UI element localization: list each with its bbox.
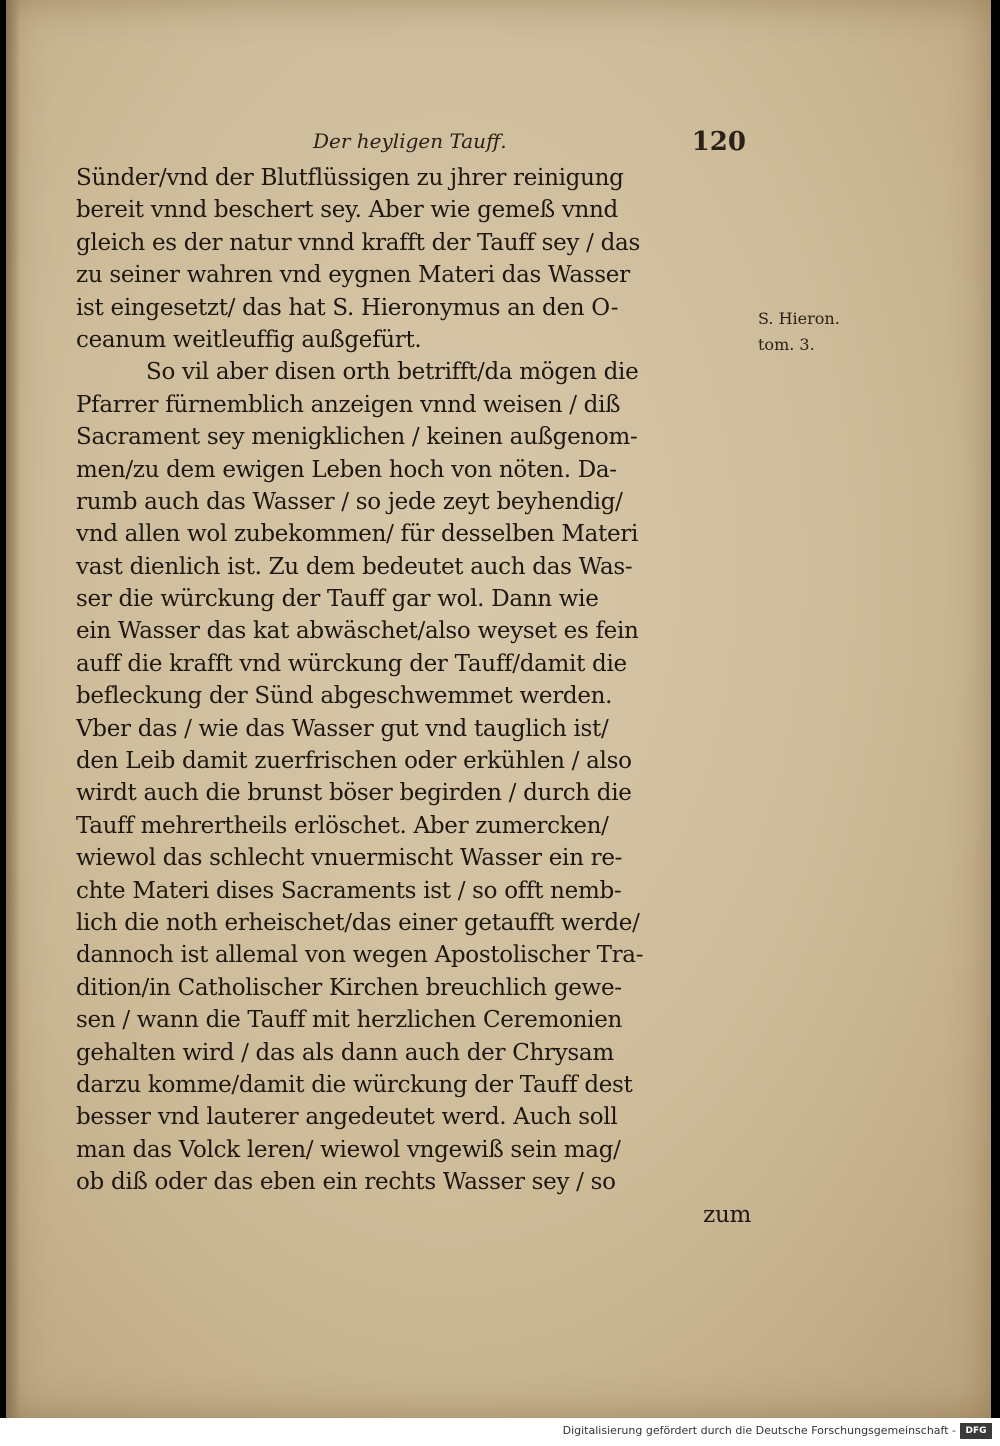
footer-bar	[0, 1418, 1000, 1446]
margin-note-line: S. Hieron.	[758, 309, 840, 328]
text-line: So vil aber disen orth betrifft/da mögen die	[146, 359, 639, 386]
text-line: auff die krafft vnd würckung der Tauff/damit die	[76, 650, 627, 677]
margin-note	[758, 306, 848, 358]
text-line: ist eingesetzt/ das hat S. Hieronymus an den O-	[76, 294, 619, 321]
body-text	[76, 162, 751, 1231]
text-line: Sacrament sey menigklichen / keinen außgenom-	[76, 424, 638, 451]
text-line: lich die noth erheischet/das einer getaufft werde/	[76, 909, 640, 936]
text-line: zu seiner wahren vnd eygnen Materi das Wasser	[76, 262, 630, 289]
text-line: ser die würckung der Tauff gar wol. Dann wie	[76, 586, 599, 613]
text-line: bereit vnnd beschert sey. Aber wie gemeß vnnd	[76, 197, 618, 224]
text-line: gleich es der natur vnnd krafft der Tauff sey / das	[76, 229, 640, 256]
text-line: man das Volck leren/ wiewol vngewiß sein mag/	[76, 1136, 621, 1163]
text-line: gehalten wird / das als dann auch der Chrysam	[76, 1039, 614, 1066]
text-line: Sünder/vnd der Blutflüssigen zu jhrer reinigung	[76, 165, 624, 191]
text-line: rumb auch das Wasser / so jede zeyt beyhendig/	[76, 488, 623, 515]
text-line: wiewol das schlecht vnuermischt Wasser ein re-	[76, 845, 623, 872]
page-header	[301, 127, 746, 163]
scanned-page	[6, 0, 991, 1418]
margin-note-line: tom. 3.	[758, 335, 815, 354]
text-line: befleckung der Sünd abgeschwemmet werden.	[76, 683, 613, 710]
text-line: den Leib damit zuerfrischen oder erkühlen / also	[76, 748, 632, 775]
page-number: 120	[691, 127, 746, 157]
text-line: ob diß oder das eben ein rechts Wasser sey / so	[76, 1169, 616, 1196]
text-line: ceanum weitleuffig außgefürt.	[76, 326, 422, 353]
text-line: dannoch ist allemal von wegen Apostolischer Tra-	[76, 942, 644, 969]
funding-credit: Digitalisierung gefördert durch die Deutsche Forschungsgemeinschaft -	[562, 1424, 956, 1437]
text-line: vnd allen wol zubekommen/ für desselben Materi	[76, 521, 639, 548]
text-line: zum	[703, 1201, 751, 1228]
text-line: ein Wasser das kat abwäschet/also weyset es fein	[76, 618, 639, 645]
text-line: sen / wann die Tauff mit herzlichen Ceremonien	[76, 1007, 623, 1034]
text-line: Pfarrer fürnemblich anzeigen vnnd weisen / diß	[76, 391, 621, 418]
text-line: Vber das / wie das Wasser gut vnd tauglich ist/	[76, 715, 609, 742]
text-line: dition/in Catholischer Kirchen breuchlich gewe-	[76, 974, 622, 1001]
text-line: men/zu dem ewigen Leben hoch von nöten. Da-	[76, 456, 617, 483]
text-line: wirdt auch die brunst böser begirden / durch die	[76, 780, 632, 807]
dfg-logo: DFG	[960, 1423, 992, 1439]
text-line: darzu komme/damit die würckung der Tauff dest	[76, 1071, 633, 1098]
text-line: vast dienlich ist. Zu dem bedeutet auch das Was-	[76, 553, 633, 580]
text-line: chte Materi dises Sacraments ist / so offt nemb-	[76, 877, 622, 904]
text-line: Tauff mehrertheils erlöschet. Aber zumercken/	[76, 812, 609, 839]
running-head: Der heyligen Tauff.	[313, 129, 507, 153]
text-line: besser vnd lauterer angedeutet werd. Auch soll	[76, 1104, 618, 1131]
